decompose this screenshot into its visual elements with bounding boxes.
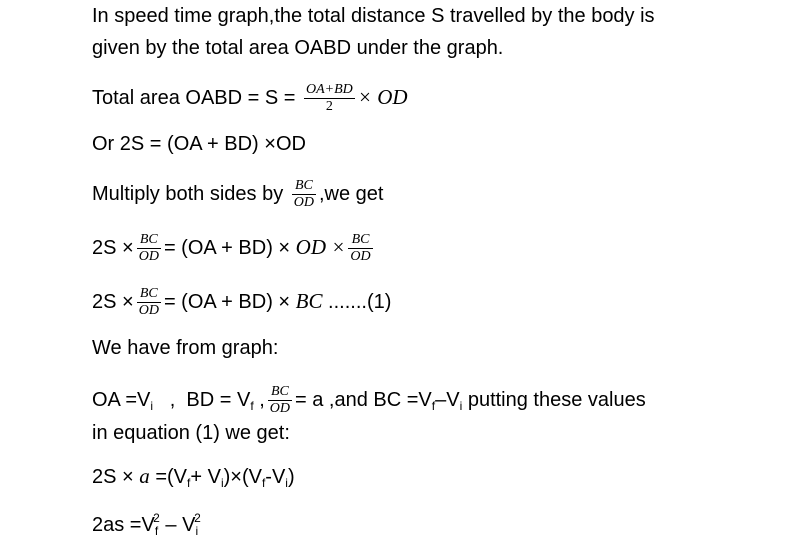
fraction [304, 82, 355, 115]
eq-suffix: ,we get [319, 182, 384, 205]
minus-text: – V [159, 514, 196, 536]
fraction [292, 178, 316, 211]
fraction-denominator: OD [293, 195, 314, 210]
fraction-denominator: OD [138, 303, 159, 318]
fraction-denominator: 2 [325, 99, 333, 114]
subscript: i [150, 398, 154, 413]
eq-mid: = (OA + BD) × [163, 290, 296, 313]
equation-multiply [92, 178, 383, 211]
tail-text: putting these values [462, 388, 646, 411]
end-text: ) [287, 466, 295, 488]
fraction-numerator: BC [348, 232, 372, 249]
eq-suffix: × OD [357, 84, 408, 109]
fraction [137, 286, 161, 319]
superscript: 2 [153, 511, 160, 525]
eq-suffix: .......(1) [322, 290, 392, 313]
bd-text: , BD = V [153, 388, 251, 411]
fraction-numerator: BC [268, 384, 292, 401]
eq-math: a [139, 464, 150, 488]
minus-text: -V [265, 466, 286, 488]
eq-a-text: = a ,and BC =V [295, 388, 432, 411]
oa-text: OA =V [92, 388, 151, 411]
eq-prefix: 2S × [92, 236, 134, 259]
text-in-equation: in equation (1) we get: [92, 422, 290, 444]
text-from-graph: We have from graph: [92, 337, 279, 359]
subscript: i [285, 476, 288, 490]
text-line-1: In speed time graph,the total distance S travelled by the body is [92, 5, 655, 27]
equation-step-1 [92, 232, 376, 265]
text-line-2: given by the total area OABD under the graph. [92, 37, 504, 59]
subscript: f [261, 476, 266, 490]
equation-values [92, 384, 646, 418]
eq-prefix: 2as =V [92, 514, 155, 536]
subscript: f [250, 398, 254, 413]
superscript: 2 [194, 511, 201, 525]
eq-math: BC [295, 288, 323, 313]
subscript: i [220, 476, 224, 490]
eq-prefix: Total area OABD = S = [92, 86, 301, 109]
eq-prefix: Multiply both sides by [92, 182, 289, 205]
eq-prefix: 2S × [92, 466, 140, 488]
equation-product [92, 464, 295, 495]
plus-text: + V [190, 466, 221, 488]
eq-mid: = (OA + BD) × [163, 236, 296, 259]
eq-text: =(V [149, 466, 188, 488]
subscript: f [154, 524, 159, 538]
equation-step-2 [92, 286, 391, 319]
equation-final [92, 506, 201, 543]
subscript: f [187, 476, 191, 490]
comma: , [253, 388, 265, 411]
fraction-numerator: BC [292, 178, 316, 195]
fraction [268, 384, 292, 417]
equation-2s: Or 2S = (OA + BD) ×OD [92, 133, 306, 155]
mid-text: )×(V [223, 466, 262, 488]
subscript: f [431, 398, 436, 413]
minus-v: –V [435, 388, 460, 411]
fraction-denominator: OD [269, 401, 291, 416]
equation-total-area [92, 82, 408, 115]
eq-prefix: 2S × [92, 290, 134, 313]
fraction-denominator: OD [138, 249, 159, 264]
fraction [348, 232, 372, 265]
fraction-numerator: BC [137, 286, 161, 303]
eq-math: OD × [295, 234, 346, 259]
fraction [137, 232, 161, 265]
fraction-numerator: OA+BD [306, 82, 353, 97]
fraction-numerator: BC [137, 232, 161, 249]
subscript: i [459, 398, 463, 413]
subscript: i [195, 524, 199, 538]
fraction-denominator: OD [350, 249, 371, 264]
